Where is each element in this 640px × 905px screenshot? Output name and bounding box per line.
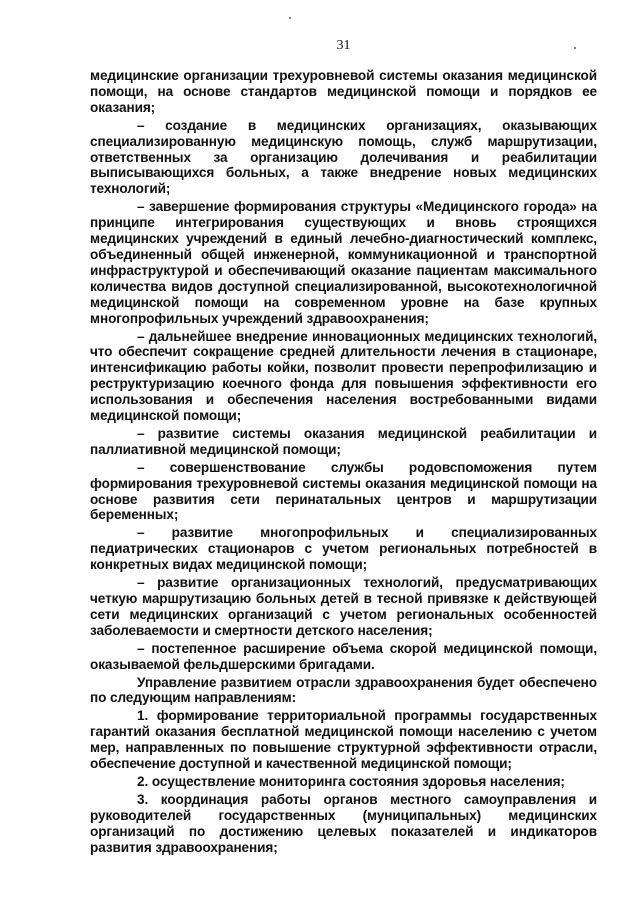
numbered-item: 3. координация работы органов местного самоуправления и руководителей государственных (муниципальных) медицинских организаций по достижению целевых показателей и индикаторов развития здравоохранения;: [90, 791, 597, 855]
paragraph: Управление развитием отрасли здравоохранения будет обеспечено по следующим направлениям:: [90, 674, 597, 706]
list-item: – развитие многопрофильных и специализированных педиатрических стационаров с учетом региональных потребностей в конкретных видах медицинской помощи;: [90, 525, 597, 573]
scan-speck: [289, 17, 291, 19]
paragraph: медицинские организации трехуровневой системы оказания медицинской помощи, на основе стандартов медицинской помощи и порядков ее оказания;: [90, 68, 597, 115]
list-item: – развитие системы оказания медицинской реабилитации и паллиативной медицинской помощи;: [90, 425, 597, 457]
numbered-item: 1. формирование территориальной программы государственных гарантий оказания бесплатной медицинской помощи населению с учетом мер, направленных по повышение структурной эффективности отрасли, обеспечение доступной и качественной медицинской помощи;: [90, 708, 597, 772]
list-item: – завершение формирования структуры «Медицинского города» на принципе интегрирования существующих и вновь строящихся медицинских учреждений в единый лечебно-диагностический комплекс, объединенный общей инженерной, коммуникационной и транспортной инфраструктурой и обеспечивающий оказание пациентам максимального количества видов доступной специализированной, высокотехнологичной медицинской помощи на современном уровне на базе крупных многопрофильных учреждений здравоохранения;: [90, 199, 597, 326]
document-body: [90, 68, 597, 856]
list-item: – постепенное расширение объема скорой медицинской помощи, оказываемой фельдшерскими бригадами.: [90, 640, 597, 672]
page-number: 31: [336, 38, 351, 53]
list-item: – совершенствование службы родовспоможения путем формирования трехуровневой системы оказания медицинской помощи на основе развития сети перинатальных центров и маршрутизации беременных;: [90, 459, 597, 523]
scan-speck: [574, 47, 576, 49]
list-item: – создание в медицинских организациях, оказывающих специализированную медицинскую помощь, служб маршрутизации, ответственных за организацию долечивания и реабилитации выписывающихся больных, а также внедрение новых медицинских технологий;: [90, 117, 597, 197]
list-item: – развитие организационных технологий, предусматривающих четкую маршрутизацию больных детей в тесной привязке к действующей сети медицинских организаций с учетом региональных особенностей заболеваемости и смертности детского населения;: [90, 575, 597, 638]
list-item: – дальнейшее внедрение инновационных медицинских технологий, что обеспечит сокращение средней длительности лечения в стационаре, интенсификацию работы койки, позволит провести перепрофилизацию и реструктуризацию коечного фонда для повышения эффективности его использования и обеспечения населения востребованными видами медицинской помощи;: [90, 328, 597, 424]
numbered-item: 2. осуществление мониторинга состояния здоровья населения;: [137, 773, 565, 789]
